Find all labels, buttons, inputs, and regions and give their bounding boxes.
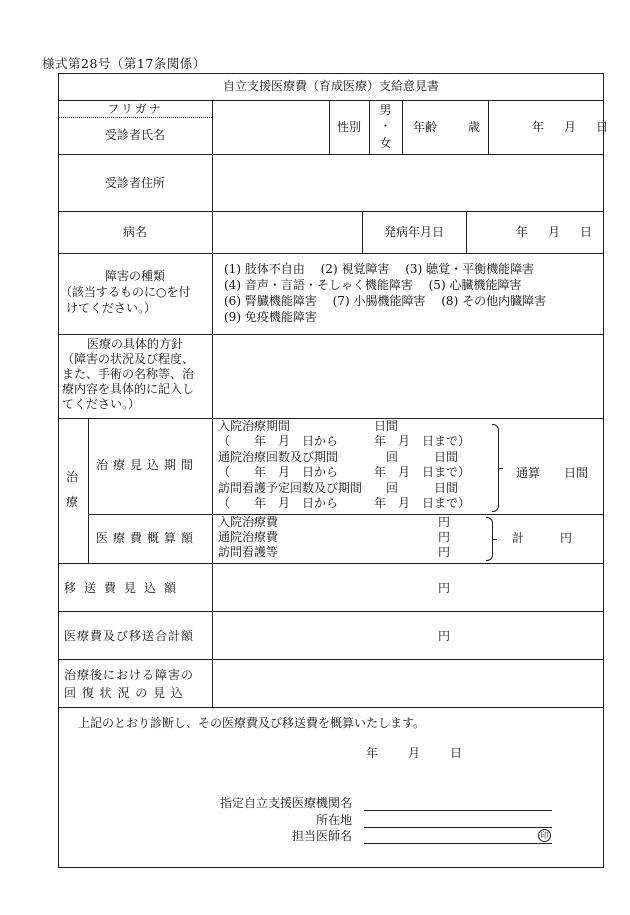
cost-line: 訪問看護等 [218,545,279,559]
period-line: （ 年 月 日から 年 月 日まで） [218,465,471,479]
furigana-label: フリガナ [107,102,163,116]
doctor-signature-line [364,843,552,844]
period-line: 入院治療期間 日間 [218,419,399,433]
col-line [488,100,489,154]
cost-yen: 円 [438,530,451,544]
cost-line: 入院治療費 [218,515,279,529]
treatment-side-label-2: 療 [66,495,79,509]
disability-hint-2: けてください。） [66,301,157,315]
institution-label: 指定自立支援医療機関名 [220,796,353,810]
total-days: 通算 日間 [516,466,589,480]
address-label: 受診者住所 [104,176,165,190]
row-line [58,253,604,254]
col-line [88,418,89,563]
cost-label: 医療費概算額 [96,531,199,545]
row-line [58,100,604,101]
disability-hint-1: （該当するものに○を付 [60,285,191,299]
period-line: 訪問看護予定回数及び期間 回 日間 [218,481,459,495]
policy-label-line: また、手術の名称等、治 [62,367,195,381]
period-line: （ 年 月 日から 年 月 日まで） [218,496,471,510]
row-line [58,611,604,612]
col-line [212,100,213,707]
dob-field: 年 月 日 [532,120,613,134]
declaration-date: 年 月 日 [366,746,465,760]
form-caption: 様式第28号（第17条関係） [42,56,206,71]
recovery-label-1: 治療後における障害の [64,668,195,682]
row-line [58,659,604,660]
form-title: 自立支援医療費（育成医療）支給意見書 [222,79,439,93]
institution-signature-line [364,810,552,811]
cost-line: 通院治療費 [218,530,279,544]
treatment-side-label-1: 治 [66,470,79,484]
total-yen: 計 円 [512,531,573,545]
period-line: 通院治療回数及び期間 回 日間 [218,450,459,464]
col-line [402,100,403,154]
policy-label-line: （障害の状況及び程度、 [62,352,195,366]
disability-option-line: (1) 肢体不自由 (2) 視覚障害 (3) 聴覚・平衡機能障害 [224,262,535,276]
institution-address-label: 所在地 [316,813,353,827]
transport-yen: 円 [438,581,451,595]
row-line [58,563,604,564]
furigana-divider [58,117,212,118]
doctor-label: 担当医師名 [292,829,353,843]
onset-label: 発病年月日 [383,225,444,239]
col-line [466,211,467,253]
age-unit: 歳 [468,120,481,134]
sex-label: 性別 [336,120,361,134]
recovery-label-2: 回 復 状 況 の 見 込 [64,686,184,700]
disability-option-line: (6) 腎臓機能障害 (7) 小腸機能障害 (8) その他内臓障害 [224,294,547,308]
seal-mark: 印 [538,829,551,842]
address-signature-line [364,827,552,828]
sum-yen: 円 [438,629,451,643]
period-label: 治療見込期間 [96,458,199,472]
row-line [58,707,604,708]
onset-field: 年 月 日 [516,225,597,239]
policy-label-line: 療内容を具体的に記入し [62,382,195,396]
disability-option-line: (9) 免疫機能障害 [224,310,317,324]
cost-yen: 円 [438,515,451,529]
disability-label: 障害の種類 [104,269,165,283]
period-line: （ 年 月 日から 年 月 日まで） [218,434,471,448]
sex-male: 男 [379,103,392,117]
disability-option-line: (4) 音声・言語・そしゃく機能障害 (5) 心臓機能障害 [224,278,522,292]
period-brace [492,424,499,512]
policy-label-line: てください。） [62,397,141,411]
sex-female: 女 [379,136,392,150]
declaration-text: 上記のとおり診断し、その医療費及び移送費を概算いたします。 [78,716,426,730]
disease-label: 病名 [122,225,147,239]
cost-yen: 円 [438,545,451,559]
cost-brace [486,517,493,561]
row-line [58,154,604,155]
row-line [58,211,604,212]
age-label: 年齢 [413,120,438,134]
row-line [88,514,604,515]
sum-label: 医療費及び移送合計額 [64,629,195,643]
patient-name-label: 受診者氏名 [104,128,165,142]
policy-label-line: 医療の具体的方針 [86,337,183,351]
row-line [58,334,604,335]
transport-label: 移送費見込額 [64,581,185,595]
sex-dot: ・ [379,119,392,133]
